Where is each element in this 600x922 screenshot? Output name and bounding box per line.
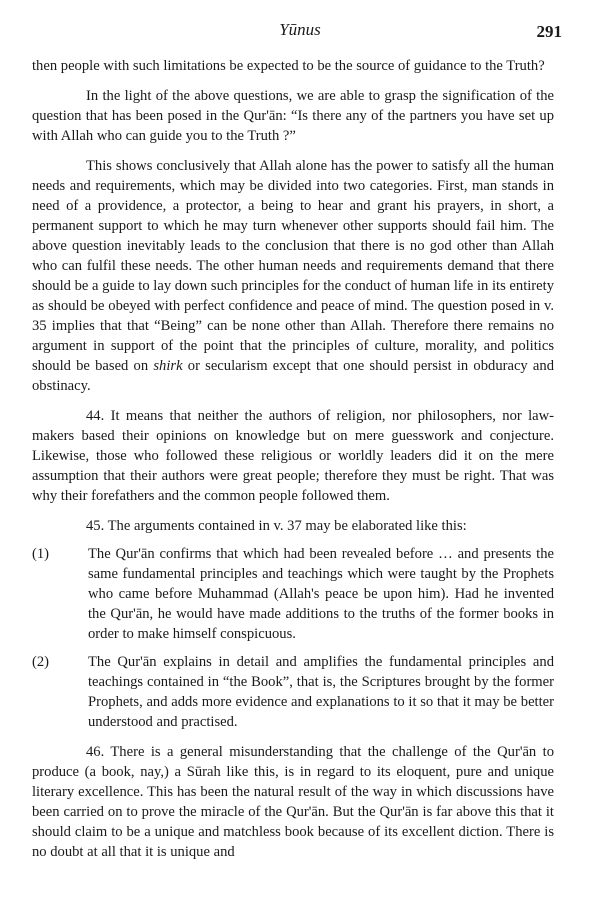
italic-term: shirk xyxy=(153,358,183,374)
paragraph-text-a: This shows conclusively that Allah alone has the power to satisfy all the human needs and requirements, which may be divided into two categories. First, man stands in need of a providence, a protector, a being to hear and grant his prayers, in short, a permanent support to which he may turn whenever other supports should fail him. The above question inevitably leads to the conclusion that there is no god other than Allah who can fulfil these needs. The other human needs and requirements demand that there should be a guide to lay down such principles for the conduct of human life in its entirety as should be obeyed with perfect confidence and peace of mind. The question posed in v. 35 implies that that “Being” can be none other than Allah. Therefore there remains no argument in support of the point that the principles of culture, morality, and politics should be based on xyxy=(32,158,554,374)
page-header xyxy=(0,20,600,44)
note-44: 44. It means that neither the authors of religion, nor philosophers, nor law-makers based their opinions on knowledge but on mere guesswork and conjecture. Likewise, those who followed these religious or worldly leaders did it on the mere assumption that their authors were great people; therefore they must be right. That was why their forefathers and the common people followed them. xyxy=(32,408,554,504)
running-title: Yūnus xyxy=(279,20,321,39)
list-item-text: The Qur'ān explains in detail and amplifies the fundamental principles and teachings contained in “the Book”, that is, the Scriptures brought by the former Prophets, and adds more evidence and explanations to it so that it may be better understood and practised. xyxy=(88,654,554,730)
list-item-number: (2) xyxy=(32,654,50,670)
note-46: 46. There is a general misunderstanding that the challenge of the Qur'ān to produce (a book, nay,) a Sūrah like this, is in regard to its eloquent, pure and unique literary excellence. This has been the natural result of the way in which discussions have been carried on to prove the miracle of the Qur'ān. But the Qur'ān is far above this that it should claim to be a unique and matchless book because of its excellent diction. There is no doubt at all that it is unique and xyxy=(32,744,554,860)
list-item xyxy=(32,652,554,732)
paragraph-continued: then people with such limitations be expected to be the source of guidance to the Truth? xyxy=(32,58,545,74)
list-item-number: (1) xyxy=(32,546,50,562)
paragraph-text-b: or secularism except that one should persist in obduracy and obstinacy. xyxy=(32,358,555,394)
note-45: 45. The arguments contained in v. 37 may be elaborated like this: xyxy=(86,518,467,534)
list-item-text: The Qur'ān confirms that which had been revealed before … and presents the same fundamental principles and teachings which were taught by the Prophets who came before Muhammad (Allah's peace be upon him). Had he invented the Qur'ān, he would have made additions to the truths of the former books in order to make himself conspicuous. xyxy=(88,546,554,642)
page-body xyxy=(32,56,554,862)
paragraph-question-signification: In the light of the above questions, we are able to grasp the signification of the question that has been posed in the Qur'ān: “Is there any of the partners you have set up with Allah who can guide you to the Truth ?” xyxy=(32,88,554,144)
page-number: 291 xyxy=(536,22,562,41)
list-item xyxy=(32,544,554,644)
paragraph-two-categories xyxy=(32,156,554,396)
